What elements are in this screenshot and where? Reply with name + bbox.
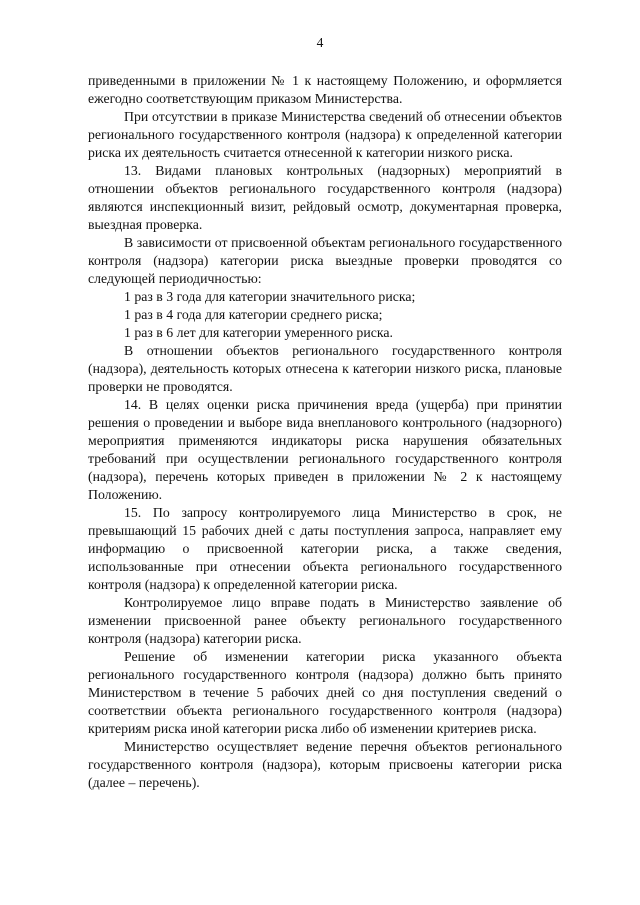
list-item-significant-risk: 1 раз в 3 года для категории значительного риска;: [124, 289, 416, 304]
paragraph-inspection-frequency: В зависимости от присвоенной объектам регионального государственного контроля (надзора) категории риска выездные проверки проводятся со следующей периодичностью:: [88, 235, 562, 286]
page-number: 4: [316, 35, 324, 50]
paragraph-change-decision: Решение об изменении категории риска указанного объекта регионального государственного контроля (надзора) должно быть принято Министерством в течение 5 рабочих дней со дня поступления сведений о соответствии объекта регионального государственного контроля (надзора) критериям риска иной категории риска либо об изменении критериев риска.: [88, 649, 562, 736]
paragraph-14-risk-indicators: 14. В целях оценки риска причинения вреда (ущерба) при принятии решения о проведении и выборе вида внепланового контрольного (надзорного) мероприятия применяются индикаторы риска нарушения обязательных требований при осуществлении регионального государственного контроля (надзора), перечень которых приведен в приложении № 2 к настоящему Положению.: [88, 397, 562, 502]
list-item-moderate-risk: 1 раз в 6 лет для категории умеренного риска.: [124, 325, 393, 340]
paragraph-registry: Министерство осуществляет ведение перечня объектов регионального государственного контроля (надзора), которым присвоены категории риска (далее – перечень).: [88, 739, 562, 790]
paragraph-15-request: 15. По запросу контролируемого лица Министерство в срок, не превышающий 15 рабочих дней с даты поступления запроса, направляет ему информацию о присвоенной категории риска, а также сведения, использованные при отнесении объекта регионального государственного контроля (надзора) к определенной категории риска.: [88, 505, 562, 592]
paragraph-13-planned-measures: 13. Видами плановых контрольных (надзорных) мероприятий в отношении объектов регионального государственного контроля (надзора) являются инспекционный визит, рейдовый осмотр, документарная проверка, выездная проверка.: [88, 163, 562, 232]
paragraph-change-application: Контролируемое лицо вправе подать в Министерство заявление об изменении присвоенной ранее объекту регионального государственного контроля (надзора) категории риска.: [88, 595, 562, 646]
paragraph-default-risk: При отсутствии в приказе Министерства сведений об отнесении объектов регионального государственного контроля (надзора) к определенной категории риска их деятельность считается отнесенной к категории низкого риска.: [88, 109, 562, 160]
document-body: [88, 72, 562, 792]
list-item-medium-risk: 1 раз в 4 года для категории среднего риска;: [124, 307, 383, 322]
paragraph-continuation: приведенными в приложении № 1 к настоящему Положению, и оформляется ежегодно соответствующим приказом Министерства.: [88, 73, 562, 106]
paragraph-low-risk: В отношении объектов регионального государственного контроля (надзора), деятельность которых отнесена к категории низкого риска, плановые проверки не проводятся.: [88, 343, 562, 394]
